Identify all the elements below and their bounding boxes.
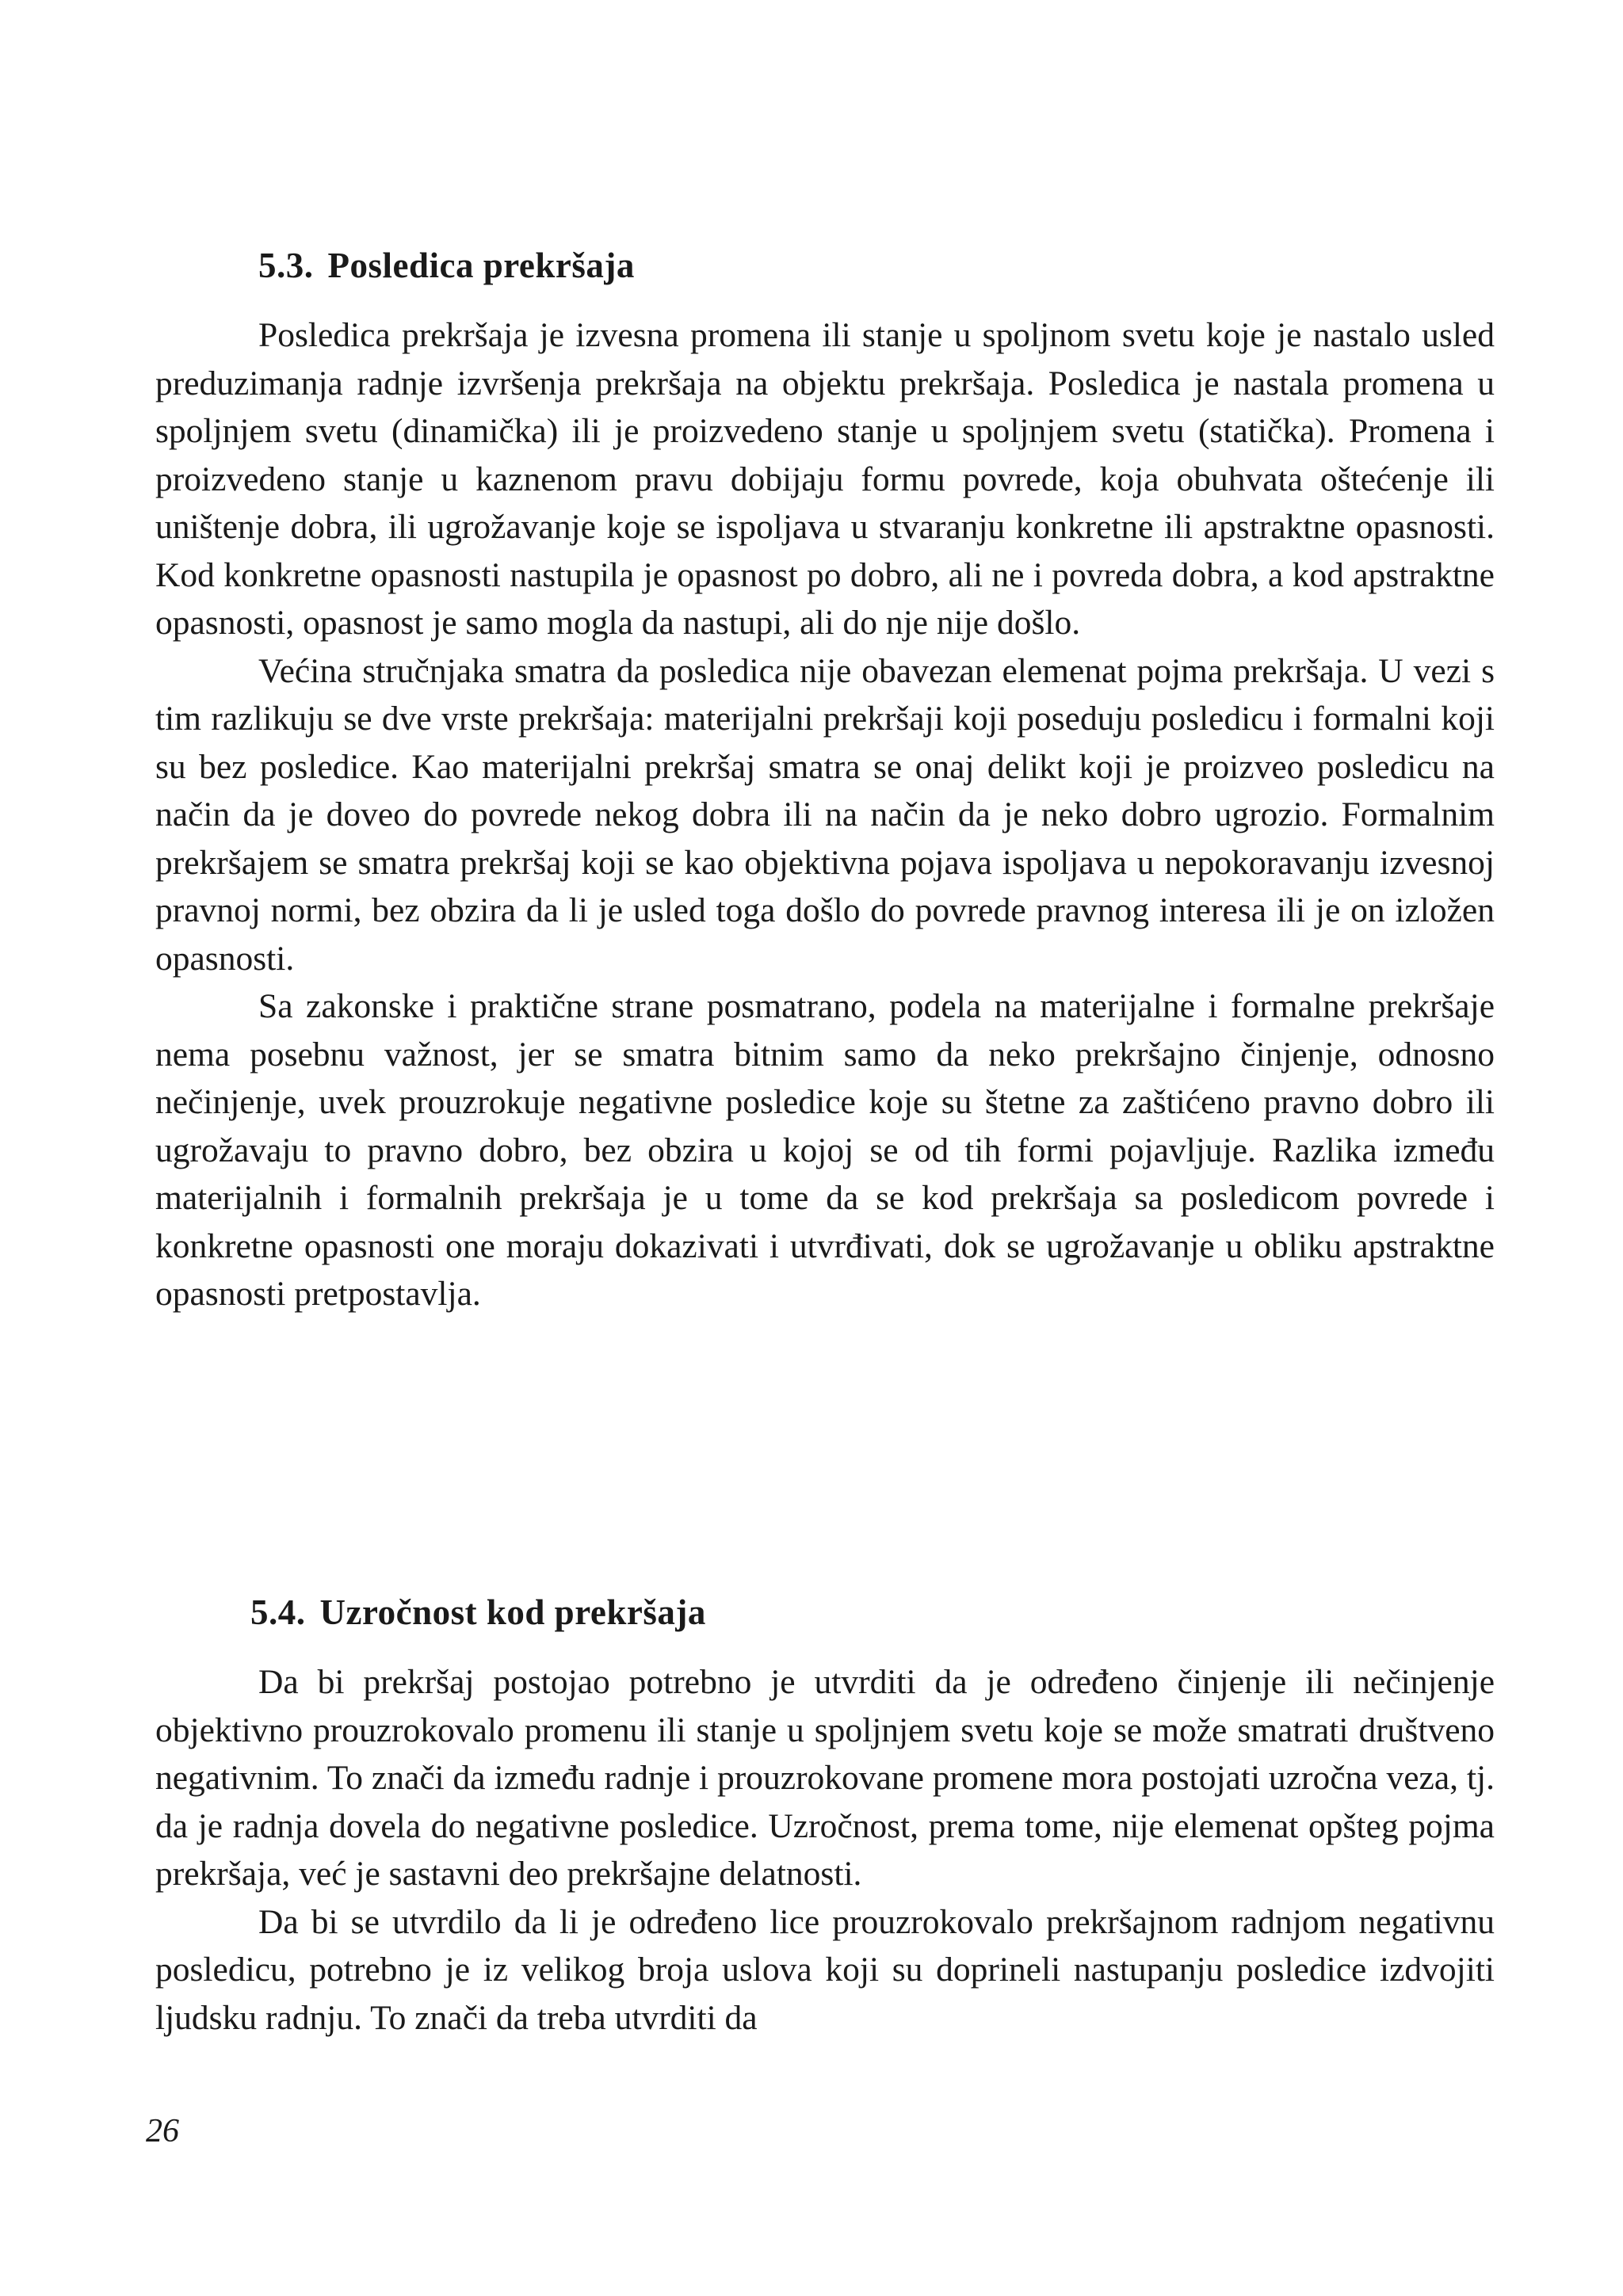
section-number: 5.3. [258, 246, 314, 285]
page-number: 26 [146, 2113, 179, 2149]
section-heading [258, 242, 1495, 289]
section-5-4 [155, 1589, 1495, 2042]
section-title: Uzročnost kod prekršaja [319, 1592, 706, 1632]
paragraph: Da bi se utvrdilo da li je određeno lice prouzrokovalo prekršajnom radnjom negativnu posledicu, potrebno je iz velikog broja uslova koji su doprineli nastupanju posledice izdvojiti ljudsku radnju. To znači da treba utvrditi da [155, 1902, 1495, 2037]
section-heading [250, 1589, 1495, 1636]
section-5-3 [155, 242, 1495, 1318]
section-number: 5.4. [250, 1592, 306, 1632]
paragraph: Da bi prekršaj postojao potrebno je utvrditi da je određeno činjenje ili nečinjenje objektivno prouzrokovalo promenu ili stanje u spoljnjem svetu koje se može smatrati društveno negativnim. To znači da između radnje i prouzrokovane promene mora postojati uzročna veza, tj. da je radnja dovela do negativne posledice. Uzročnost, prema tome, nije elemenat opšteg pojma prekršaja, već je sastavni deo prekršajne delatnosti. [155, 1663, 1495, 1893]
paragraph: Posledica prekršaja je izvesna promena ili stanje u spoljnom svetu koje je nastalo usled preduzimanja radnje izvršenja prekršaja na objektu prekršaja. Posledica je nastala promena u spoljnjem svetu (dinamička) ili je proizvedeno stanje u spoljnjem svetu (statička). Promena i proizvedeno stanje u kaznenom pravu dobijaju formu povrede, koja obuhvata oštećenje ili uništenje dobra, ili ugrožavanje koje se ispoljava u stvaranju konkretne ili apstraktne opasnosti. Kod konkretne opasnosti nastupila je opasnost po dobro, ali ne i povreda dobra, a kod apstraktne opasnosti, opasnost je samo mogla da nastupi, ali do nje nije došlo. [155, 316, 1495, 642]
section-title: Posledica prekršaja [327, 246, 635, 285]
paragraph: Sa zakonske i praktične strane posmatrano, podela na materijalne i formalne prekršaje nema posebnu važnost, jer se smatra bitnim samo da neko prekršajno činjenje, odnosno nečinjenje, uvek prouzrokuje negativne posledice koje su štetne za zaštićeno pravno dobro ili ugrožavaju to pravno dobro, bez obzira u kojoj se od tih formi pojavljuje. Razlika između materijalnih i formalnih prekršaja je u tome da se kod prekršaja sa posledicom povrede i konkretne opasnosti one moraju dokazivati i utvrđivati, dok se ugrožavanje u obliku apstraktne opasnosti pretpostavlja. [155, 987, 1495, 1313]
paragraph: Većina stručnjaka smatra da posledica nije obavezan elemenat pojma prekršaja. U vezi s tim razlikuju se dve vrste prekršaja: materijalni prekršaji koji poseduju posledicu i formalni koji su bez posledice. Kao materijalni prekršaj smatra se onaj delikt koji je proizveo posledicu na način da je doveo do povrede nekog dobra ili na način da je neko dobro ugrozio. Formalnim prekršajem se smatra prekršaj koji se kao objektivna pojava ispoljava u nepokoravanju izvesnoj pravnoj normi, bez obzira da li je usled toga došlo do povrede pravnog interesa ili je on izložen opasnosti. [155, 651, 1495, 978]
